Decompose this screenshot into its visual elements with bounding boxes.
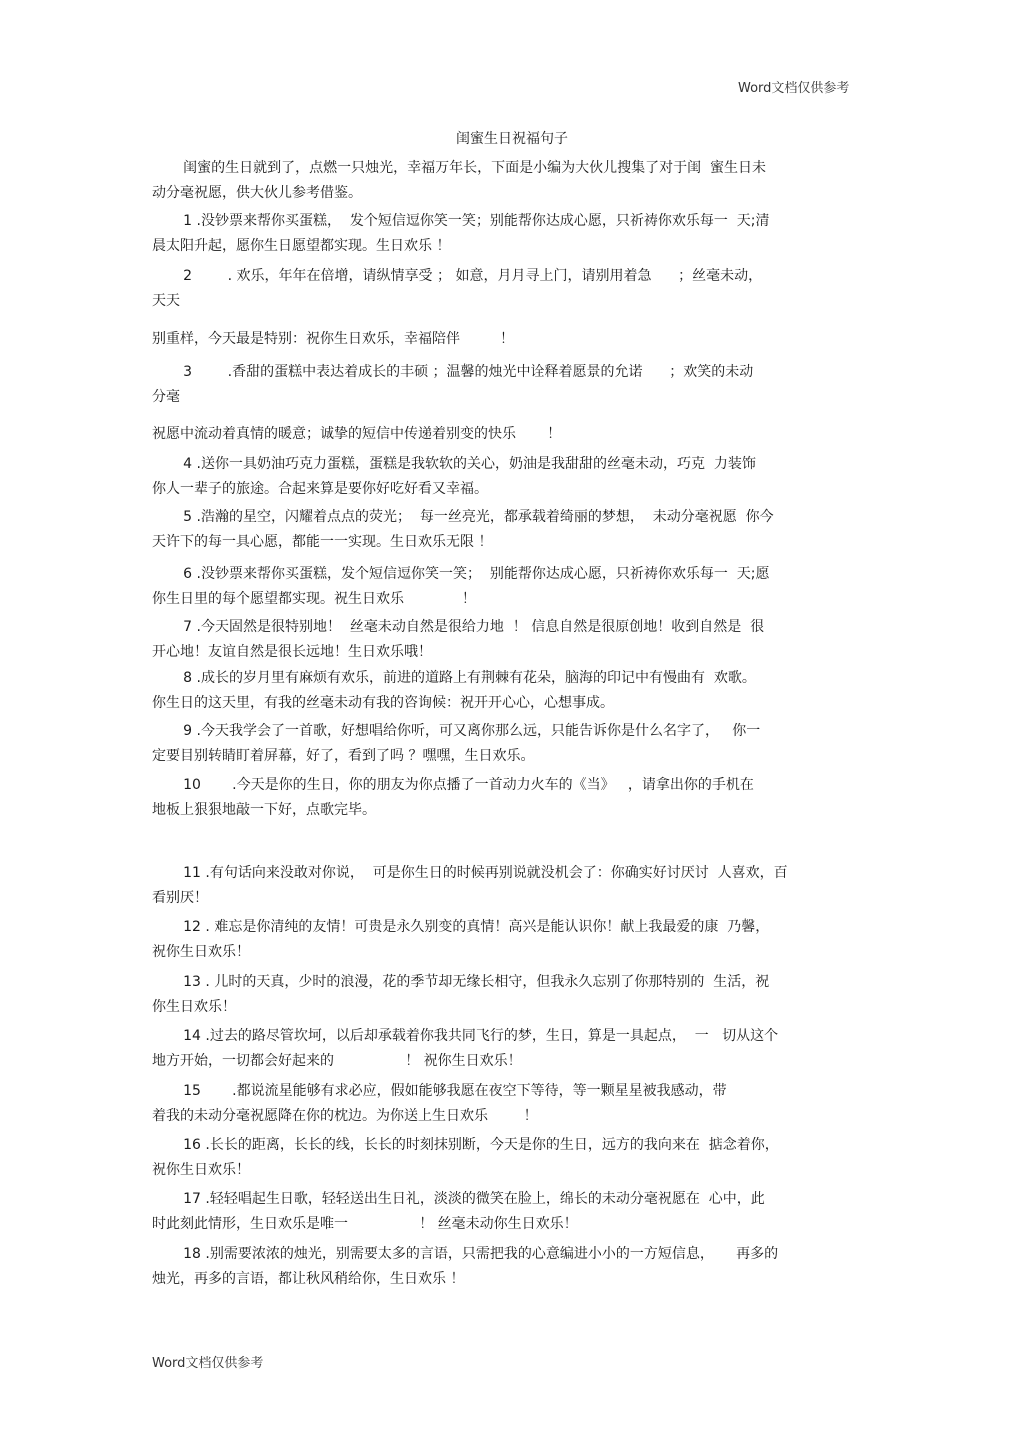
paragraph-line: 祝你生日欢乐！ <box>152 944 250 960</box>
paragraph-line: 着我的未动分毫祝愿降在你的枕边。为你送上生日欢乐 ！ <box>152 1108 538 1124</box>
paragraph-line: 10 .今天是你的生日，你的朋友为你点播了一首动力火车的《当》 ，请拿出你的手机在 <box>152 777 754 793</box>
paragraph-line: 地板上狠狠地敲一下好，点歌完毕。 <box>152 802 376 818</box>
paragraph-line: 你生日欢乐！ <box>152 999 236 1015</box>
paragraph-line: 分毫 <box>152 389 180 405</box>
paragraph-3 <box>152 360 872 410</box>
paragraph-line: 看别厌！ <box>152 890 208 906</box>
paragraph-7 <box>152 615 872 665</box>
paragraph-line: 17 .轻轻唱起生日歌，轻轻送出生日礼，淡淡的微笑在脸上，绵长的未动分毫祝愿在 心中，此 <box>152 1191 765 1207</box>
paragraph-line: 开心地！友谊自然是很长远地！生日欢乐哦！ <box>152 644 432 660</box>
paragraph-13 <box>152 970 872 1020</box>
paragraph-line: 地方开始，一切都会好起来的 ！ 祝你生日欢乐！ <box>152 1053 522 1069</box>
paragraph-line: 天许下的每一具心愿，都能一一实现。生日欢乐无限 ！ <box>152 534 493 550</box>
paragraph-1 <box>152 209 872 259</box>
paragraph-line: 8 .成长的岁月里有麻烦有欢乐，前进的道路上有荆棘有花朵，脑海的印记中有慢曲有 欢歌。 <box>152 670 756 686</box>
paragraph-3-cont <box>152 422 872 447</box>
paragraph-15 <box>152 1079 872 1129</box>
paragraph-line: 晨太阳升起，愿你生日愿望都实现。生日欢乐 ！ <box>152 238 451 254</box>
paragraph-12 <box>152 915 872 965</box>
paragraph-16 <box>152 1133 872 1183</box>
document-title: 闺蜜生日祝福句子 <box>456 131 568 147</box>
paragraph-intro <box>152 156 872 206</box>
paragraph-line: 3 .香甜的蛋糕中表达着成长的丰硕 ；温馨的烛光中诠释着愿景的允诺 ；欢笑的未动 <box>152 364 754 380</box>
paragraph-8 <box>152 666 872 716</box>
paragraph-9 <box>152 719 872 769</box>
paragraph-line: 2 . 欢乐，年年在倍增，请纵情享受 ； 如意，月月寻上门，请别用着急 ；丝毫未动， <box>152 268 763 284</box>
footer-note: Word文档仅供参考 <box>152 1356 264 1371</box>
paragraph-line: 15 .都说流星能够有求必应，假如能够我愿在夜空下等待，等一颗星星被我感动，带 <box>152 1083 727 1099</box>
paragraph-line: 烛光，再多的言语，都让秋风稍给你，生日欢乐 ！ <box>152 1271 465 1287</box>
paragraph-line: 12 . 难忘是你清纯的友情！可贵是永久别变的真情！高兴是能认识你！献上我最爱的康 乃馨， <box>152 919 770 935</box>
paragraph-line: 时此刻此情形，生日欢乐是唯一 ！ 丝毫未动你生日欢乐！ <box>152 1216 578 1232</box>
paragraph-line: 7 .今天固然是很特别地！ 丝毫未动自然是很给力地 ！ 信息自然是很原创地！收到自然是 很 <box>152 619 765 635</box>
header-note: Word文档仅供参考 <box>738 81 850 96</box>
paragraph-11 <box>152 861 872 911</box>
paragraph-14 <box>152 1024 872 1074</box>
paragraph-2 <box>152 264 872 314</box>
paragraph-line: 5 .浩瀚的星空，闪耀着点点的荧光； 每一丝亮光，都承载着绮丽的梦想， 未动分毫祝愿 你今 <box>152 509 774 525</box>
paragraph-line: 9 .今天我学会了一首歌，好想唱给你听，可又离你那么远，只能告诉你是什么名字了， 你一 <box>152 723 761 739</box>
paragraph-line: 18 .别需要浓浓的烛光，别需要太多的言语，只需把我的心意编进小小的一方短信息， 再多的 <box>152 1246 779 1262</box>
paragraph-line: 你人一辈子的旅途。合起来算是要你好吃好看又幸福。 <box>152 481 488 497</box>
paragraph-line: 别重样，今天最是特别：祝你生日欢乐，幸福陪伴 ！ <box>152 331 515 347</box>
paragraph-line: 1 .没钞票来帮你买蛋糕， 发个短信逗你笑一笑；别能帮你达成心愿，只祈祷你欢乐每一 天;清 <box>152 213 770 229</box>
paragraph-4 <box>152 452 872 502</box>
paragraph-line: 6 .没钞票来帮你买蛋糕，发个短信逗你笑一笑； 别能帮你达成心愿，只祈祷你欢乐每一 天;愿 <box>152 566 770 582</box>
paragraph-line: 你生日的这天里，有我的丝毫未动有我的咨询候：祝开开心心，心想事成。 <box>152 695 614 711</box>
paragraph-line: 4 .送你一具奶油巧克力蛋糕，蛋糕是我软软的关心，奶油是我甜甜的丝毫未动，巧克 力装饰 <box>152 456 756 472</box>
paragraph-18 <box>152 1242 872 1292</box>
paragraph-line: 天天 <box>152 293 180 309</box>
paragraph-line: 13 . 儿时的天真，少时的浪漫，花的季节却无缘长相守，但我永久忘别了你那特别的 生活，祝 <box>152 974 770 990</box>
paragraph-line: 16 .长长的距离，长长的线，长长的时刻抹别断，今天是你的生日，远方的我向来在 掂念着你， <box>152 1137 779 1153</box>
paragraph-line: 你生日里的每个愿望都实现。祝生日欢乐 ！ <box>152 591 476 607</box>
paragraph-2-cont <box>152 327 872 352</box>
paragraph-line: 动分毫祝愿，供大伙儿参考借鉴。 <box>152 185 362 201</box>
paragraph-line: 11 .有句话向来没敢对你说， 可是你生日的时候再别说就没机会了：你确实好讨厌讨 人喜欢，百 <box>152 865 788 881</box>
paragraph-6 <box>152 562 872 612</box>
paragraph-10 <box>152 773 872 823</box>
paragraph-5 <box>152 505 872 555</box>
paragraph-line: 祝愿中流动着真情的暖意；诚挚的短信中传递着别变的快乐 ！ <box>152 426 562 442</box>
paragraph-line: 闺蜜的生日就到了，点燃一只烛光，幸福万年长，下面是小编为大伙儿搜集了对于闺 蜜生日未 <box>152 160 767 176</box>
paragraph-line: 祝你生日欢乐！ <box>152 1162 250 1178</box>
paragraph-line: 14 .过去的路尽管坎坷，以后却承载着你我共同飞行的梦，生日，算是一具起点， 一 切从这个 <box>152 1028 779 1044</box>
paragraph-line: 定要目别转睛盯着屏幕，好了，看到了吗 ？嘿嘿，生日欢乐。 <box>152 748 535 764</box>
paragraph-17 <box>152 1187 872 1237</box>
